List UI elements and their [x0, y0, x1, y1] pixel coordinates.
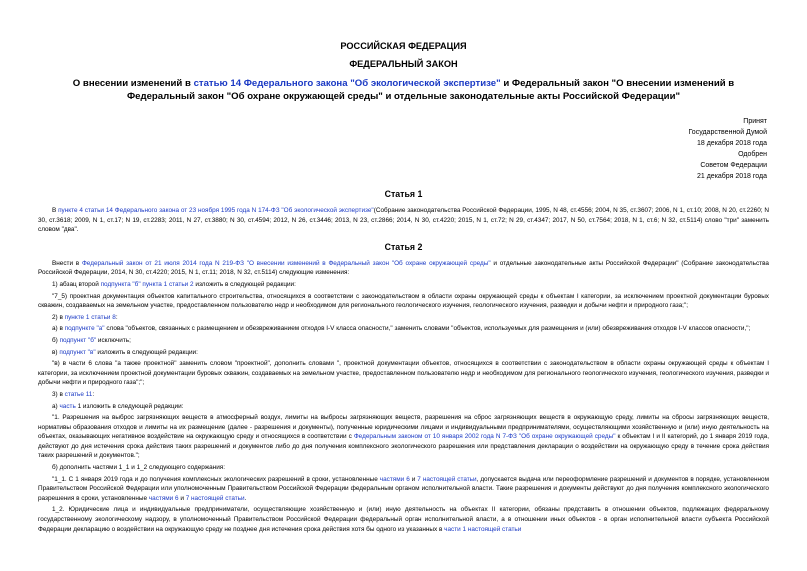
text: и отдельные законодательные акты Российской Федерации" (Собрание законодательства Российской Федерации, 2014, N 30, ст.4220; 2015, N 1, ст.11; 2018, N 32, ст.5114) следующие изменения:: [38, 259, 769, 277]
document-title: [44, 77, 763, 103]
item-2v: [38, 348, 769, 358]
text: и: [178, 494, 186, 502]
item-2a: [38, 324, 769, 334]
article-2-intro: [38, 259, 769, 278]
link-part-1[interactable]: часть: [59, 402, 76, 410]
text: 3) в: [52, 390, 65, 398]
part-1-1: [38, 475, 769, 504]
adoption-block: [38, 116, 769, 182]
article-1-heading: Статья 1: [384, 189, 423, 199]
text: исключить;: [96, 336, 131, 344]
item-2b: [38, 336, 769, 346]
approved-label: Одобрен: [738, 151, 767, 158]
link-article-11[interactable]: статье 11: [64, 390, 93, 398]
link-article-8[interactable]: пункте 1 статьи 8: [64, 313, 116, 321]
link-part-7[interactable]: 7 настоящей статьи: [417, 475, 477, 483]
item-2v-quote: "в) в части 6 слова "а также проектной" заменить словом "проектной", дополнить словами ", проектной документации объектов, относящихся в соответствии с законодательством в области охраны окружающей среды к объектам I категории, за исключением проектной документации буровых скважин, создаваемых на земельном участке, предоставленном пользователю недр и необходимом для регионального геологического изучения, геологического изучения, разведки и добычи нефти и природного газа";";: [38, 360, 769, 387]
title-link-article-14[interactable]: статью 14 Федерального закона "Об экологической экспертизе": [193, 78, 501, 89]
link-subpoint-v[interactable]: подпункт "в": [59, 348, 96, 356]
text: а) в: [52, 325, 65, 333]
item-3b: б) дополнить частями 1_1 и 1_2 следующего содержания:: [52, 464, 226, 472]
link-subpoint-a[interactable]: подпункте "а": [64, 325, 105, 333]
adopted-label: Принят: [743, 118, 767, 125]
text: изложить в следующей редакции:: [193, 280, 296, 288]
link-eco-expertise-law[interactable]: пункте 4 статьи 14 Федерального закона от 23 ноября 1995 года N 174-ФЗ "Об экологической экспертизе": [58, 207, 374, 214]
article-1-text: [38, 206, 769, 235]
text: и: [409, 475, 418, 483]
item-3a: [38, 402, 769, 412]
text: .: [244, 494, 247, 502]
text: 2) в: [52, 313, 65, 321]
title-text: и Федеральный закон "О внесении изменений в Федеральный закон "Об охране окружающей среды" и отдельные законодательные акты Российской Федерации": [126, 78, 735, 102]
text: :: [92, 390, 95, 398]
link-law-219-fz[interactable]: Федеральный закон от 21 июля 2014 года N 219-ФЗ "О внесении изменений в Федеральный закон "Об охране окружающей среды": [81, 259, 491, 267]
text: , допускается выдача или переоформление разрешений и документов в порядке, установленном Правительством Российской Федерации или уполномоченным Правительством Российской Федерации федеральным органом исполнительной власти. Такие разрешения и документы действуют до дня получения комплексного экологического разрешения в сроки, установленные: [38, 475, 769, 502]
item-3: [38, 390, 769, 400]
link-part-7[interactable]: 7 настоящей статьи: [185, 494, 245, 502]
text: Внести в: [52, 259, 82, 267]
text: слова "объектов, связанных с размещением и обезвреживанием отходов I-V класса опасности," заменить словами "объектов, используемых для размещения и (или) обезвреживания отходов I-V классов опасности,";: [104, 325, 751, 333]
link-part-6[interactable]: частями 6: [379, 475, 410, 483]
link-part-1-this-article[interactable]: части 1 настоящей статьи: [444, 525, 522, 533]
text: 1 изложить в следующей редакции:: [75, 402, 184, 410]
link-subpoint-b[interactable]: подпункта "б" пункта 1 статьи 2: [100, 280, 194, 288]
link-subpoint-b2[interactable]: подпункт "б": [59, 336, 97, 344]
text: а): [52, 402, 60, 410]
country-heading: РОССИЙСКАЯ ФЕДЕРАЦИЯ: [340, 41, 467, 51]
article-2-heading: Статья 2: [384, 241, 423, 252]
text: В: [52, 207, 59, 214]
part-1-2: [38, 505, 769, 534]
text: 1_2. Юридические лица и индивидуальные предприниматели, осуществляющие хозяйственную и (или) иную деятельность на объектах II категории, обязаны представить в отношении объектов, подлежащих федеральному государственному экологическому надзору, в уполномоченный Правительством Российской Федерации федеральный орган исполнительной власти, а в отношении иных объектов - в орган исполнительной власти субъекта Российской Федерации декларацию о воздействии на окружающую среду не позднее дня истечения срока действия хотя бы одного из указанных в: [38, 506, 769, 533]
link-part-6[interactable]: частями 6: [148, 494, 179, 502]
text: 1) абзац второй: [52, 280, 101, 288]
text: в): [52, 348, 60, 356]
text: "1_1. С 1 января 2019 года и до получения комплексных экологических разрешений в сроки, установленные: [52, 475, 380, 483]
text: "1. Разрешения на выброс загрязняющих веществ в атмосферный воздух, лимиты на выбросы загрязняющих веществ, разрешения на сброс загрязняющих веществ в окружающую среду, лимиты на сбросы загрязняющих веществ, нормативы образования отходов и лимиты на их размещение (далее - разрешения и документы), полученные юридическими лицами и индивидуальными предпринимателями, осуществляющими хозяйственную и (или) иную деятельность на объектах, оказывающих негативное воздействие на окружающую среду и относящихся в соответствии с: [38, 414, 769, 441]
law-type-heading: ФЕДЕРАЛЬНЫЙ ЗАКОН: [349, 59, 458, 69]
title-text: О внесении изменений в: [72, 78, 194, 89]
adopted-body: Государственной Думой: [688, 129, 767, 136]
link-law-7-fz[interactable]: Федеральным законом от 10 января 2002 года N 7-ФЗ "Об охране окружающей среды": [353, 433, 616, 441]
adopted-date: 18 декабря 2018 года: [696, 140, 767, 147]
text: :: [115, 313, 118, 321]
approved-date: 21 декабря 2018 года: [696, 173, 767, 180]
text: изложить в следующей редакции:: [95, 348, 198, 356]
approved-body: Советом Федерации: [700, 162, 767, 169]
item-1-quote: "7_5) проектная документация объектов капитального строительства, относящихся в соответствии с законодательством в области охраны окружающей среды к объектам I категории, за исключением проектной документации буровых скважин, создаваемых на земельном участке, предоставленном пользователю недр и необходимом для регионального геологического изучения, геологического изучения, разведки и добычи нефти и природного газа;";: [38, 292, 769, 310]
item-3a-quote: [38, 413, 769, 461]
text: б): [52, 336, 60, 344]
text: к объектам I и II категорий, до 1 января 2019 года, действуют до дня истечения срока действия таких разрешений и документов либо до дня получения комплексного экологического разрешения или представления декларации о воздействии на окружающую среду в течение срока действия таких разрешений и документов.";: [38, 433, 769, 460]
item-1: [38, 280, 769, 290]
item-2: [38, 313, 769, 323]
text: (Собрание законодательства Российской Федерации, 1995, N 48, ст.4556; 2004, N 35, ст.3607; 2006, N 1, ст.10; 2008, N 20, ст.2260; N 30, ст.3618; 2009, N 1, ст.17; N 19, ст.2283; 2011, N 27, ст.3880; N 30, ст.4594; 2012, N 26, ст.3446; 2013, N 23, ст.2866; 2014, N 30, ст.4220; 2015, N 1, ст.72; N 29, ст.4347; 2017, N 50, ст.7564; 2018, N 1, ст.6; N 32, ст.5114) слово "три" заменить словом "два".: [38, 207, 769, 234]
